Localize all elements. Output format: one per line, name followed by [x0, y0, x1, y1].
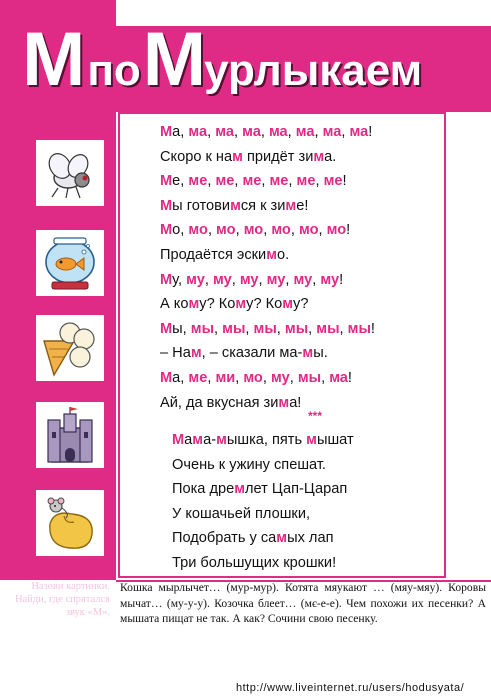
- poem-text: у? Ко: [246, 296, 283, 313]
- highlighted-m-syllable: М: [160, 271, 173, 288]
- poem-text: ,: [214, 320, 223, 337]
- poem-line: [160, 341, 430, 366]
- poem-text: Скоро к на: [160, 148, 233, 165]
- poem-text: ,: [207, 369, 216, 386]
- poem-text: ,: [258, 271, 267, 288]
- fishbowl-icon: [40, 234, 100, 292]
- poem-separator: ***: [307, 409, 322, 423]
- poem-text: а!: [289, 394, 302, 411]
- highlighted-m-syllable: ма: [322, 124, 342, 140]
- poem-text: о.: [277, 246, 290, 263]
- poem-line: [172, 526, 442, 551]
- poem-line: [172, 428, 442, 453]
- poem-text: а: [184, 432, 193, 448]
- footer-url: http://www.liveinternet.ru/users/hodusyata/: [236, 682, 465, 694]
- highlighted-m-syllable: ма: [349, 124, 369, 140]
- highlighted-m-syllable: мо: [243, 369, 263, 386]
- highlighted-m-syllable: ме: [188, 173, 208, 190]
- poem-line: [160, 169, 430, 194]
- highlighted-m-syllable: м: [235, 296, 247, 313]
- poem-text: !: [346, 222, 351, 239]
- poem-text: ,: [308, 320, 317, 337]
- poem-text: !: [347, 369, 352, 386]
- poem-text: ых лап: [287, 530, 334, 547]
- poem-second: [172, 428, 442, 576]
- poem-text: у?: [293, 296, 309, 313]
- poem-text: ,: [312, 271, 321, 288]
- highlighted-m-syllable: м: [276, 530, 288, 547]
- poem-text: ,: [339, 320, 348, 337]
- highlighted-m-syllable: м: [232, 148, 243, 165]
- highlighted-m-syllable: мо: [326, 222, 347, 239]
- title-rest: урлыкаем: [204, 46, 423, 95]
- castle-icon: [40, 406, 100, 464]
- highlighted-m-syllable: М: [160, 320, 173, 337]
- poem-line: [160, 268, 430, 293]
- poem-text: ,: [321, 369, 330, 386]
- poem-text: ,: [207, 124, 216, 140]
- poem-line: [160, 366, 430, 391]
- poem-text: ,: [262, 369, 271, 386]
- highlighted-m-syllable: м: [278, 394, 290, 411]
- highlighted-m-syllable: мо: [188, 222, 208, 239]
- highlighted-m-syllable: М: [160, 197, 173, 214]
- title-letter-1: М: [22, 17, 84, 102]
- fly-icon: [40, 144, 100, 202]
- highlighted-m-syllable: мы: [190, 320, 215, 337]
- poem-text: ,: [231, 271, 240, 288]
- poem-text: у,: [172, 271, 187, 288]
- poem-text: , – сказали ма-: [201, 345, 303, 362]
- highlighted-m-syllable: мы: [284, 320, 309, 337]
- poem-line: [160, 218, 430, 243]
- highlighted-m-syllable: М: [160, 222, 173, 239]
- highlighted-m-syllable: мо: [216, 222, 236, 239]
- poem-text: придёт зи: [242, 148, 314, 165]
- poem-text: ,: [245, 320, 254, 337]
- highlighted-m-syllable: М: [160, 173, 173, 190]
- poem-text: А ко: [160, 296, 189, 313]
- picture-mouse: [34, 488, 106, 558]
- picture-ice-cream: [34, 313, 106, 383]
- highlighted-m-syllable: мо: [243, 222, 264, 239]
- poem-text: ,: [204, 271, 213, 288]
- poem-text: а,: [172, 369, 189, 386]
- poem-text: ,: [234, 173, 243, 190]
- poem-text: ,: [263, 222, 272, 239]
- highlighted-m-syllable: м: [190, 345, 202, 362]
- highlighted-m-syllable: ма: [329, 369, 348, 386]
- poem-line: [160, 292, 430, 317]
- highlighted-m-syllable: ме: [323, 173, 343, 190]
- highlighted-m-syllable: ме: [269, 173, 289, 190]
- highlighted-m-syllable: ми: [215, 369, 236, 386]
- poem-text: ышка, пять: [226, 432, 307, 448]
- picture-fishbowl: [34, 228, 106, 298]
- highlighted-m-syllable: мы: [297, 369, 322, 386]
- poem-text: !: [342, 173, 347, 190]
- poem-text: ,: [260, 124, 269, 140]
- highlighted-m-syllable: мы: [253, 320, 277, 337]
- poem-text: ,: [285, 271, 294, 288]
- poem-line: [160, 194, 430, 219]
- poem-text: ,: [288, 173, 297, 190]
- highlighted-m-syllable: м: [216, 432, 227, 448]
- poem-text: – На: [160, 345, 191, 362]
- title-letter-2: М: [142, 17, 205, 102]
- highlighted-m-syllable: му: [320, 271, 340, 288]
- highlighted-m-syllable: мы: [347, 320, 371, 337]
- title-po: по: [87, 46, 141, 95]
- poem-text: !: [339, 271, 344, 288]
- poem-text: у? Ко: [199, 296, 236, 313]
- poem-text: ,: [235, 369, 244, 386]
- highlighted-m-syllable: мы: [222, 320, 246, 337]
- poem-line: [172, 502, 442, 527]
- poem-text: Подобрать у са: [172, 530, 277, 547]
- highlighted-m-syllable: мо: [298, 222, 319, 239]
- page-title: [22, 17, 423, 112]
- poem-text: ,: [261, 173, 270, 190]
- highlighted-m-syllable: м: [192, 432, 204, 448]
- ice-cream-icon: [40, 319, 100, 377]
- poem-line: [160, 145, 430, 170]
- highlighted-m-syllable: М: [160, 369, 173, 386]
- poem-first: [160, 120, 430, 415]
- poem-text: ,: [314, 124, 323, 140]
- poem-text: ,: [318, 222, 327, 239]
- highlighted-m-syllable: ме: [296, 173, 316, 190]
- poem-text: ы,: [172, 320, 191, 337]
- poem-line: [160, 317, 430, 342]
- highlighted-m-syllable: м: [266, 246, 278, 263]
- highlighted-m-syllable: му: [239, 271, 259, 288]
- poem-text: ,: [341, 124, 350, 140]
- highlighted-m-syllable: М: [160, 124, 173, 140]
- poem-text: ,: [289, 369, 298, 386]
- poem-line: [172, 551, 442, 576]
- highlighted-m-syllable: му: [293, 271, 313, 288]
- poem-text: а.: [324, 148, 337, 165]
- poem-text: Продаётся эски: [160, 246, 267, 263]
- poem-text: ы.: [313, 345, 328, 362]
- highlighted-m-syllable: ма: [268, 124, 288, 140]
- poem-text: !: [368, 124, 373, 140]
- poem-text: ,: [207, 222, 217, 239]
- highlighted-m-syllable: му: [186, 271, 205, 288]
- highlighted-m-syllable: ма: [242, 124, 261, 140]
- poem-line: [160, 243, 430, 268]
- highlighted-m-syllable: м: [234, 481, 246, 498]
- poem-text: Три большущих крошки!: [172, 554, 337, 571]
- highlighted-m-syllable: м: [313, 148, 325, 165]
- instruction-note: Назови картинки. Найди, где спрятался звук «М».: [14, 581, 110, 618]
- highlighted-m-syllable: мо: [271, 222, 291, 239]
- poem-text: Ай, да вкусная зи: [160, 394, 279, 411]
- highlighted-m-syllable: м: [302, 345, 314, 362]
- poem-text: ся к зи: [240, 197, 286, 214]
- poem-text: ,: [276, 320, 285, 337]
- highlighted-m-syllable: м: [285, 197, 297, 214]
- poem-text: ышат: [316, 432, 354, 448]
- highlighted-m-syllable: ма: [188, 124, 208, 140]
- poem-line: [172, 477, 442, 502]
- poem-text: ,: [290, 222, 299, 239]
- highlighted-m-syllable: М: [172, 432, 185, 448]
- poem-text: ы готови: [172, 197, 231, 214]
- poem-line: [160, 120, 430, 145]
- poem-text: а-: [203, 432, 217, 448]
- poem-text: Очень к ужину спешат.: [172, 456, 326, 473]
- poem-text: ,: [207, 173, 216, 190]
- highlighted-m-syllable: му: [270, 369, 290, 386]
- highlighted-m-syllable: ма: [295, 124, 315, 140]
- picture-castle: [34, 400, 106, 470]
- poem-text: а,: [172, 124, 189, 140]
- poem-text: !: [370, 320, 375, 337]
- highlighted-m-syllable: мы: [316, 320, 340, 337]
- highlighted-m-syllable: м: [230, 197, 241, 214]
- poem-text: е!: [296, 197, 309, 214]
- poem-text: лет Цап-Царап: [245, 481, 348, 498]
- poem-text: У кошачьей плошки,: [172, 505, 311, 522]
- poem-text: ,: [233, 124, 243, 140]
- poem-text: е,: [172, 173, 189, 190]
- highlighted-m-syllable: м: [188, 296, 200, 313]
- poem-text: Пока дре: [172, 481, 235, 498]
- picture-fly: [34, 138, 106, 208]
- highlighted-m-syllable: му: [212, 271, 232, 288]
- highlighted-m-syllable: ме: [242, 173, 262, 190]
- highlighted-m-syllable: ме: [188, 369, 208, 386]
- poem-text: ,: [315, 173, 324, 190]
- highlighted-m-syllable: му: [266, 271, 286, 288]
- poem-text: ,: [235, 222, 244, 239]
- mouse-bag-icon: [40, 494, 100, 552]
- highlighted-m-syllable: ма: [215, 124, 234, 140]
- poem-text: о,: [172, 222, 189, 239]
- highlighted-m-syllable: ме: [215, 173, 235, 190]
- poem-text: ,: [287, 124, 296, 140]
- highlighted-m-syllable: м: [306, 432, 317, 448]
- highlighted-m-syllable: м: [282, 296, 294, 313]
- task-text: Кошка мырлычет… (мур-мур). Котята мяукают … (мяу-мяу). Коровы мычат… (му-у-у). Козочка блеет… (мє-е-е). Чем похожи их песенки? А мышата пищат не так. А как? Сочини свою песенку.: [120, 581, 486, 625]
- poem-line: [172, 453, 442, 478]
